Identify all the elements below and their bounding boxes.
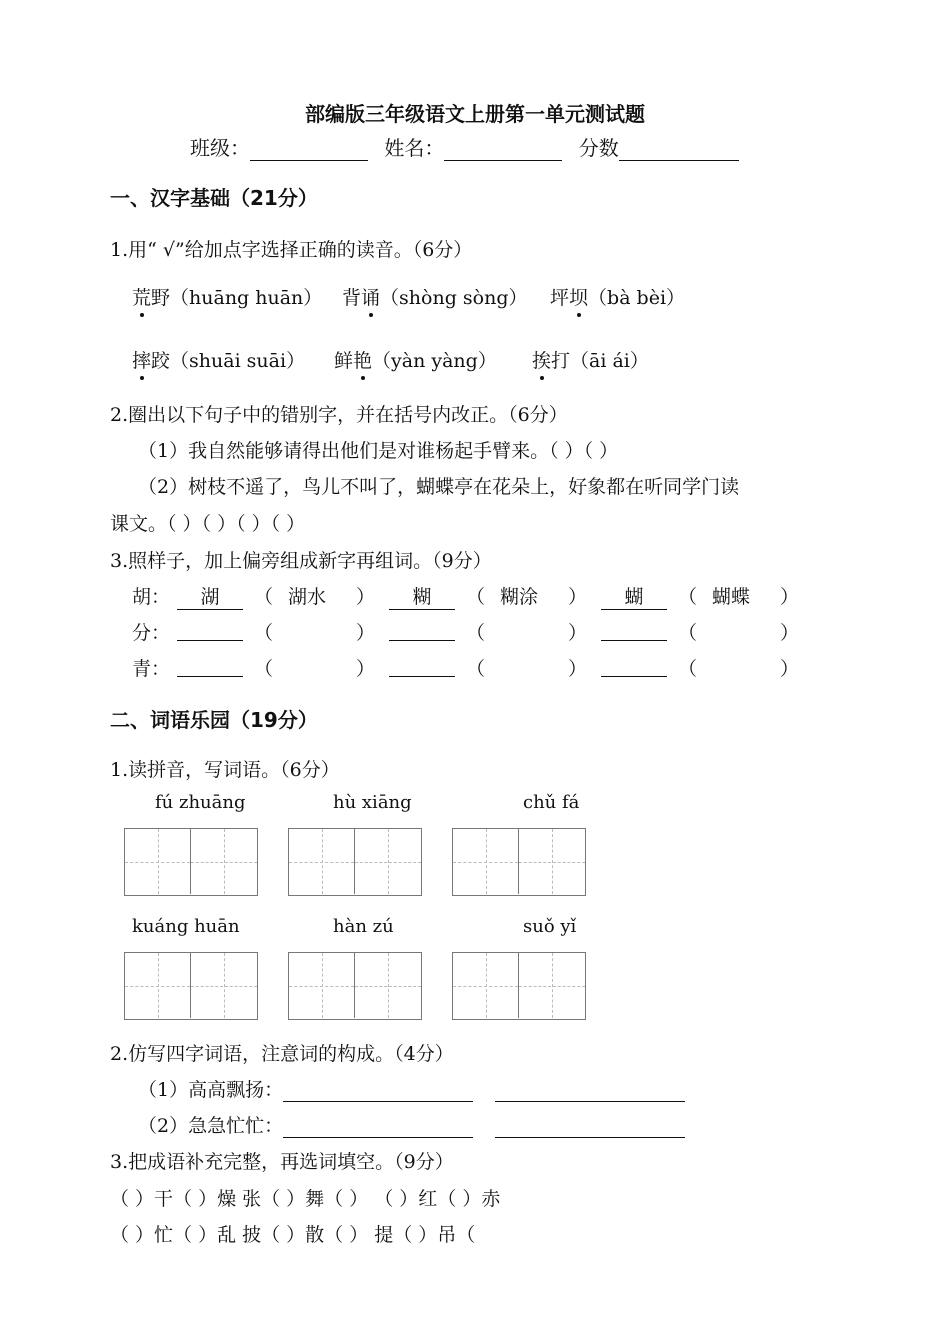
reading-item: 鲜艳（yàn yàng）	[334, 350, 497, 372]
reading-item: 挨打（āi ái）	[532, 350, 649, 372]
word-answer: 湖水	[288, 586, 327, 608]
question-1-2-prompt: 2.圈出以下句子中的错别字，并在括号内改正。（6分）	[110, 404, 568, 426]
char-blank[interactable]	[389, 654, 455, 677]
question-2-1-prompt: 1.读拼音，写词语。（6分）	[110, 759, 340, 781]
reading-item: 背诵（shòng sòng）	[342, 287, 528, 309]
class-label: 班级：	[190, 136, 250, 160]
answer-line[interactable]	[495, 1083, 685, 1102]
word-answer: 蝴蝶	[712, 586, 751, 608]
writing-grid[interactable]	[452, 952, 586, 1020]
pinyin-label: chǔ fá	[523, 792, 580, 813]
section-heading-2: 二、词语乐园（19分）	[110, 708, 318, 732]
reading-item: 坪坝（bà bèi）	[550, 287, 686, 309]
class-field[interactable]	[250, 140, 368, 161]
pinyin-label: hàn zú	[333, 916, 394, 937]
radical-row: 分：	[132, 622, 171, 644]
idiom-row-1: （ ）干（ ）燥 张（ ）舞（ ） （ ）红（ ）赤	[110, 1188, 501, 1210]
section-heading-1: 一、汉字基础（21分）	[110, 186, 318, 210]
name-field[interactable]	[444, 140, 562, 161]
reading-item: 摔跤（shuāi suāi）	[132, 350, 306, 372]
writing-grid[interactable]	[288, 828, 422, 896]
imitate-line-1: （1）高高飘扬：	[138, 1075, 685, 1102]
score-field[interactable]	[619, 140, 739, 161]
pinyin-label: hù xiāng	[333, 792, 412, 813]
dotted-char: 摔	[132, 350, 152, 372]
pinyin-label: kuáng huān	[132, 916, 240, 937]
char-blank[interactable]	[177, 654, 243, 677]
writing-grid[interactable]	[124, 952, 258, 1020]
char-blank[interactable]	[601, 618, 667, 641]
char-blank[interactable]: 糊	[389, 582, 455, 610]
sentence-1: （1）我自然能够请得出他们是对谁杨起手臂来。（ ）（ ）	[138, 440, 619, 462]
dotted-char: 荒	[132, 287, 152, 309]
char-blank[interactable]	[389, 618, 455, 641]
idiom-row-2: （ ）忙（ ）乱 披（ ）散（ ） 提（ ）吊（	[110, 1224, 476, 1246]
question-1-3-prompt: 3.照样子，加上偏旁组成新字再组词。（9分）	[110, 550, 492, 572]
question-1-1-prompt: 1.用“ √”给加点字选择正确的读音。（6分）	[110, 239, 473, 261]
dotted-char: 诵	[361, 287, 381, 309]
page-title: 部编版三年级语文上册第一单元测试题	[305, 102, 645, 126]
word-answer: 糊涂	[500, 586, 539, 608]
radical-row: 青：	[132, 658, 171, 680]
writing-grid[interactable]	[124, 828, 258, 896]
sentence-2-cont: 课文。（ ）（ ）（ ）（ ）	[110, 513, 306, 535]
answer-line[interactable]	[283, 1119, 473, 1138]
name-label: 姓名：	[384, 136, 445, 160]
radical-row: 胡：	[132, 586, 171, 608]
char-blank[interactable]: 湖	[177, 582, 243, 610]
question-2-2-prompt: 2.仿写四字词语，注意词的构成。（4分）	[110, 1043, 454, 1065]
score-label: 分数	[578, 136, 619, 160]
char-blank[interactable]	[601, 654, 667, 677]
dotted-char: 挨	[532, 350, 552, 372]
writing-grid[interactable]	[288, 952, 422, 1020]
imitate-line-2: （2）急急忙忙：	[138, 1111, 685, 1138]
question-2-3-prompt: 3.把成语补充完整，再选词填空。（9分）	[110, 1151, 454, 1173]
answer-line[interactable]	[495, 1119, 685, 1138]
dotted-char: 艳	[353, 350, 373, 372]
dotted-char: 坝	[569, 287, 589, 309]
pinyin-label: fú zhuāng	[155, 792, 246, 813]
answer-line[interactable]	[283, 1083, 473, 1102]
student-info-row	[190, 132, 749, 161]
pinyin-label: suǒ yǐ	[523, 916, 577, 937]
sentence-2: （2）树枝不遥了，鸟儿不叫了，蝴蝶亭在花朵上，好象都在听同学门读	[138, 476, 740, 498]
writing-grid[interactable]	[452, 828, 586, 896]
char-blank[interactable]: 蝴	[601, 582, 667, 610]
char-blank[interactable]	[177, 618, 243, 641]
reading-item: 荒野（huāng huān）	[132, 287, 323, 309]
